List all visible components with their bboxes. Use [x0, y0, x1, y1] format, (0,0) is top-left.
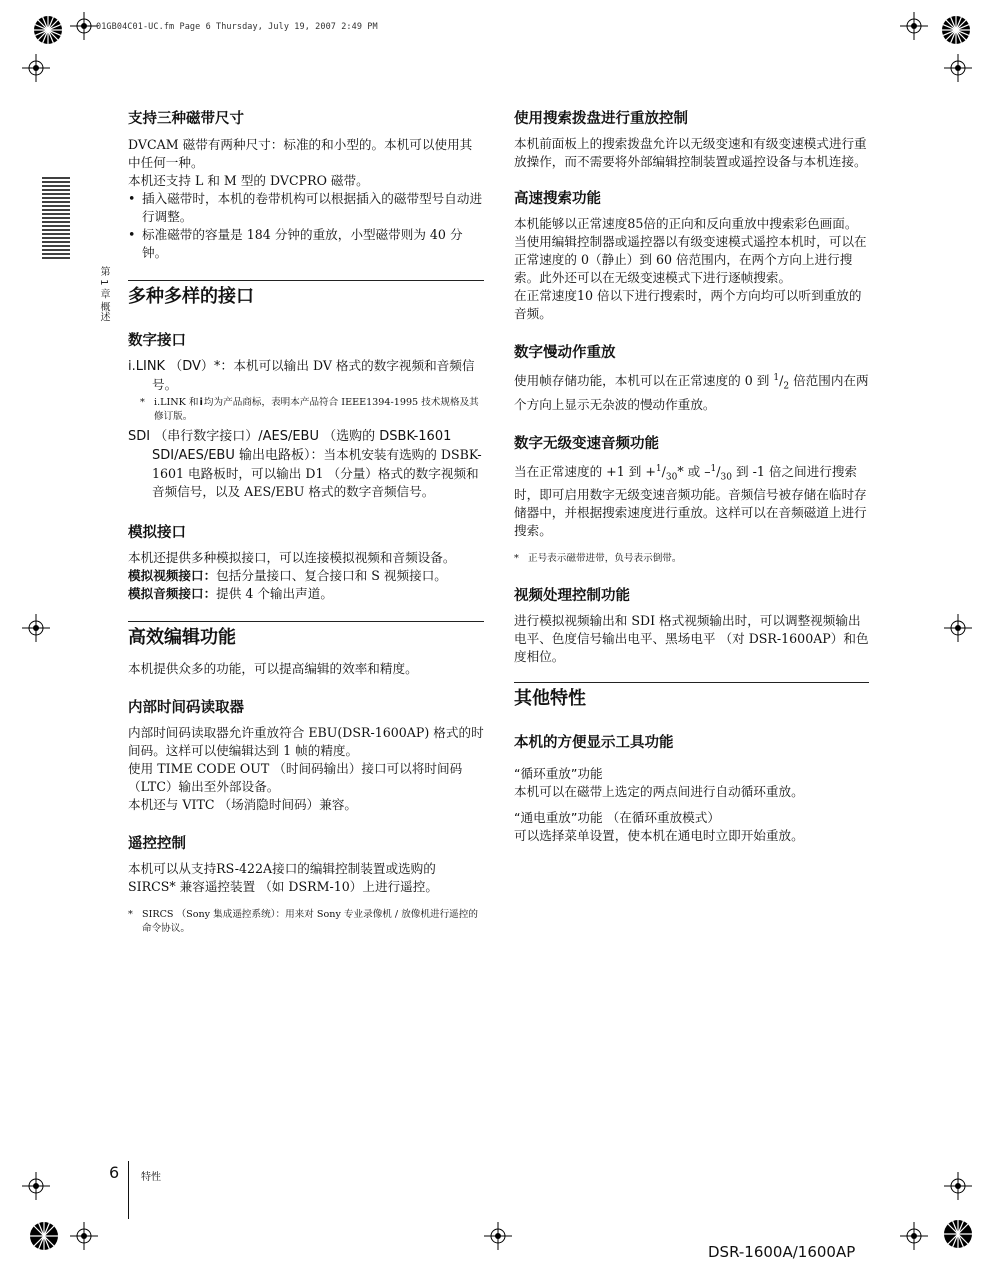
- section-rule: [514, 682, 869, 683]
- text-part: * 或 –: [677, 463, 711, 479]
- crosshair-target-bottom-2: [484, 1222, 512, 1250]
- sdi-entry: [128, 427, 484, 501]
- heading-digital-interface: 数字接口: [128, 333, 186, 349]
- ilink-logo-icon: i: [199, 397, 203, 408]
- heading-search-dial: 使用搜索拨盘进行重放控制: [514, 111, 688, 127]
- crosshair-target-left-mid: [22, 614, 50, 642]
- paragraph: 进行模拟视频输出和 SDI 格式视频输出时，可以调整视频输出电平、色度信号输出电平、黑场电平 （对 DSR-1600AP）和色度相位。: [514, 613, 869, 665]
- analog-video-text: 包括分量接口、复合接口和 S 视频接口。: [216, 568, 447, 583]
- paragraph: 本机还支持 L 和 M 型的 DVCPRO 磁带。: [128, 173, 369, 188]
- ilink-term: i.LINK （DV）*：: [128, 359, 234, 374]
- heading-analog-interface: 模拟接口: [128, 525, 186, 541]
- chapter-side-tab: 第 1 章 概述: [98, 266, 109, 322]
- analog-audio-entry: [128, 585, 484, 603]
- paragraph: 本机可以在磁带上选定的两点间进行自动循环重放。: [514, 784, 804, 800]
- paragraph: 本机还与 VITC （场消隐时间码）兼容。: [128, 797, 358, 812]
- registration-mark-top-right: [936, 10, 976, 50]
- analog-video-entry: [128, 567, 484, 585]
- paragraph: 本机还提供多种模拟接口，可以连接模拟视频和音频设备。: [128, 550, 456, 565]
- left-column: [128, 104, 484, 936]
- footnote-star: *: [128, 909, 133, 920]
- paragraph: DVCAM 磁带有两种尺寸：标准的和小型的。本机可以使用其中任何一种。: [128, 137, 473, 170]
- fraction-denominator: 30: [665, 472, 678, 483]
- heading-digital-slow-motion: 数字慢动作重放: [514, 345, 616, 361]
- fraction-numerator: 1: [710, 463, 717, 474]
- jog-audio-paragraph: 当在正常速度的 +1 到 $+^1/_{30}*$ 或 $-^1/_{30}$ 到 -1 倍之间进行搜索时，即可启用数字无级变速音频功能。音频信号被存储在临时存储器中，并根据搜索速度进行重放。这样可以在音频磁道上进行搜索。: [514, 463, 867, 539]
- right-column: [514, 104, 869, 845]
- jog-footnote-text: 正号表示磁带进带，负号表示倒带。: [528, 553, 682, 565]
- crosshair-target-right-bottom: [944, 1172, 972, 1200]
- heading-high-speed-search: 高速搜索功能: [514, 191, 601, 207]
- heading-remote-control: 遥控控制: [128, 836, 186, 852]
- paragraph: 当使用编辑控制器或遥控器以有级变速模式遥控本机时，可以在正常速度的 0（静止）到 60 倍范围内，在两个方向上进行搜索。此外还可以在无级变速模式下进行逐帧搜索。: [514, 234, 867, 285]
- loop-term: “循环重放”功能: [514, 766, 603, 782]
- heading-three-tape-sizes: 支持三种磁带尺寸: [128, 111, 244, 127]
- fraction-numerator: 1: [655, 463, 662, 474]
- ilink-footnote-text-a: i.LINK 和: [154, 397, 199, 408]
- print-mark: 01GB04C01-UC.fm Page 6 Thursday, July 19, 2007 2:49 PM: [96, 22, 378, 32]
- ilink-footnote-text-b: 均为产品商标，表明本产品符合 IEEE1394-1995 技术规格及其修订版。: [154, 397, 479, 422]
- text-part: 倍范围内在两个方向上显示无杂波的慢动作重放。: [514, 373, 869, 412]
- footnote-star: *: [140, 397, 145, 408]
- text-part: 到 -1 倍之间进行搜索时，即可启用数字无级变速音频功能。音频信号被存储在临时存储器中，并根据搜索速度进行重放。这样可以在音频磁道上进行搜索。: [514, 463, 867, 539]
- crosshair-target-right-mid: [944, 614, 972, 642]
- heading-video-processing: 视频处理控制功能: [514, 588, 630, 605]
- power-on-term: “通电重放”功能 （在循环重放模式）: [514, 810, 720, 826]
- heading-interfaces: 多种多样的接口: [128, 286, 254, 307]
- crosshair-target-bottom-1: [70, 1222, 98, 1250]
- heading-editing-functions: 高效编辑功能: [128, 627, 236, 648]
- fraction-denominator: 2: [783, 381, 790, 392]
- paragraph: 可以选择菜单设置，使本机在通电时立即开始重放。: [514, 828, 804, 844]
- jog-footnote: [514, 552, 869, 566]
- section-rule: [128, 621, 484, 622]
- paragraph: 本机提供众多的功能，可以提高编辑的效率和精度。: [128, 661, 418, 676]
- paragraph: 在正常速度10 倍以下进行搜索时，两个方向均可以听到重放的音频。: [514, 288, 862, 321]
- analog-audio-term: 模拟音频接口：: [128, 586, 217, 601]
- model-number: DSR-1600A/1600AP: [708, 1243, 856, 1261]
- sircs-footnote-text: SIRCS （Sony 集成遥控系统）：用来对 Sony 专业录像机 / 放像机进行遥控的命令协议。: [142, 909, 478, 934]
- paragraph: 本机前面板上的搜索拨盘允许以无级变速和有级变速模式进行重放操作，而不需要将外部编辑控制装置或遥控设备与本机连接。: [514, 136, 867, 169]
- ilink-entry: [128, 357, 484, 394]
- heading-display-tools: 本机的方便显示工具功能: [514, 735, 674, 752]
- paragraph: 本机可以从支持RS-422A接口的编辑控制装置或选购的 SIRCS* 兼容遥控装置 （如 DSRM-10）上进行遥控。: [128, 861, 438, 894]
- footer-divider: [128, 1161, 129, 1219]
- ilink-footnote: [140, 396, 484, 424]
- chapter-tab-stripes: [42, 176, 70, 262]
- heading-timecode-reader: 内部时间码读取器: [128, 700, 244, 716]
- bullet-item: • 标准磁带的容量是 184 分钟的重放，小型磁带则为 40 分钟。: [128, 226, 484, 262]
- fraction-numerator: 1: [773, 373, 780, 383]
- registration-mark-bottom-left: [24, 1216, 64, 1256]
- footnote-star: *: [514, 553, 519, 565]
- crosshair-target-top-2: [900, 12, 928, 40]
- registration-mark-top-left: [28, 10, 68, 50]
- heading-digital-jog-audio: 数字无级变速音频功能: [514, 435, 659, 452]
- analog-video-term: 模拟视频接口：: [128, 568, 217, 583]
- fraction-denominator: 30: [720, 472, 732, 483]
- crosshair-target-right-top: [944, 54, 972, 82]
- sircs-footnote: [128, 908, 484, 936]
- registration-mark-bottom-right: [938, 1214, 978, 1254]
- crosshair-target-bottom-3: [900, 1222, 928, 1250]
- page-number: 6: [109, 1163, 120, 1182]
- heading-other-features: 其他特性: [514, 688, 586, 710]
- section-rule: [128, 280, 484, 281]
- ilink-text: 本机可以输出 DV 格式的数字视频和音频信号。: [152, 358, 475, 392]
- crosshair-target-left-top: [22, 54, 50, 82]
- paragraph: 内部时间码读取器允许重放符合 EBU(DSR-1600AP) 格式的时间码。这样可以使编辑达到 1 帧的精度。: [128, 725, 484, 758]
- text-part: 使用帧存储功能，本机可以在正常速度的 0 到: [514, 373, 770, 389]
- analog-audio-text: 提供 4 个输出声道。: [216, 586, 333, 601]
- paragraph: 使用 TIME CODE OUT （时间码输出）接口可以将时间码 （LTC）输出至外部设备。: [128, 761, 463, 794]
- bullet-item: • 插入磁带时，本机的卷带机构可以根据插入的磁带型号自动进行调整。: [128, 190, 484, 226]
- text-part: 当在正常速度的 +1 到 +: [514, 463, 656, 479]
- sdi-text: 当本机安装有选购的 DSBK-1601 电路板时，可以输出 D1 （分量）格式的数字视频和音频信号，以及 AES/EBU 格式的数字音频信号。: [152, 447, 482, 499]
- slow-motion-paragraph: 使用帧存储功能，本机可以在正常速度的 0 到 $^1/_2$ 倍范围内在两个方向上显示无杂波的慢动作重放。: [514, 373, 869, 412]
- footer-section-name: 特性: [141, 1172, 161, 1183]
- sdi-term: SDI （串行数字接口）/AES/EBU （选购的 DSBK-1601 SDI/AES/EBU 输出电路板）：: [128, 429, 452, 463]
- paragraph: 本机能够以正常速度85倍的正向和反向重放中搜索彩色画面。: [514, 216, 858, 231]
- crosshair-target-top-1: [70, 12, 98, 40]
- crosshair-target-left-bottom: [22, 1172, 50, 1200]
